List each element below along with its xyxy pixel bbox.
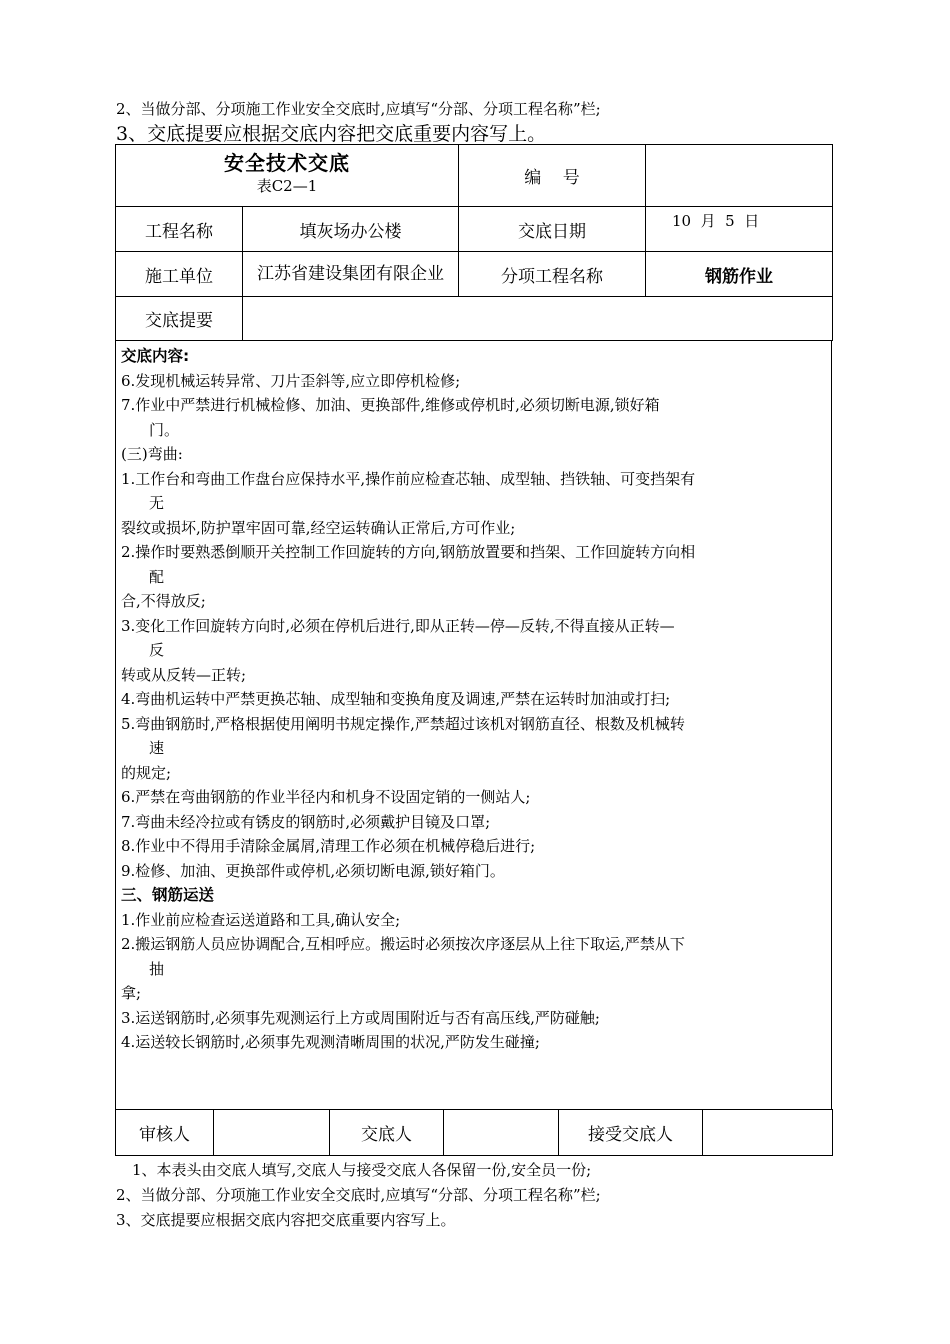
content-line: 拿;	[121, 984, 142, 1002]
project-name-value[interactable]: 填灰场办公楼	[243, 207, 459, 252]
discloser-label: 交底人	[330, 1110, 444, 1156]
content-line: 的规定;	[121, 763, 172, 782]
content-line: 4.弯曲机运转中严禁更换芯轴、成型轴和变换角度及调速,严禁在运转时加油或打扫;	[121, 690, 671, 708]
content-line: 1.工作台和弯曲工作盘台应保持水平,操作前应检查芯轴、成型轴、挡铁轴、可变挡架有	[121, 469, 696, 488]
form-number: 表C2—1	[256, 176, 318, 195]
content-line: 速	[149, 739, 165, 757]
content-line: 6.发现机械运转异常、刀片歪斜等,应立即停机检修;	[121, 371, 461, 390]
project-name-label: 工程名称	[116, 207, 243, 252]
content-line: 5.弯曲钢筋时,严格根据使用阐明书规定操作,严禁超过该机对钢筋直径、根数及机械转	[121, 714, 685, 733]
bottom-note-1: 1、本表头由交底人填写,交底人与接受交底人各保留一份,安全员一份;	[132, 1161, 592, 1179]
section-heading: 三、钢筋运送	[121, 886, 215, 904]
content-line: 7.作业中严禁进行机械检修、加油、更换部件,维修或停机时,必须切断电源,锁好箱	[121, 396, 660, 414]
unit-value[interactable]	[243, 252, 459, 297]
content-line: (三)弯曲:	[121, 445, 183, 463]
top-note-2: 2、当做分部、分项施工作业安全交底时,应填写“分部、分项工程名称”栏;	[116, 100, 601, 118]
date-label: 交底日期	[459, 207, 646, 252]
content-line: 6.严禁在弯曲钢筋的作业半径内和机身不设固定销的一侧站人;	[121, 788, 531, 806]
content-line: 无	[149, 494, 165, 512]
unit-label: 施工单位	[116, 252, 243, 297]
content-heading: 交底内容:	[121, 347, 190, 365]
bottom-note-2: 2、当做分部、分项施工作业安全交底时,应填写“分部、分项工程名称”栏;	[116, 1186, 601, 1204]
content-line: 7.弯曲未经冷拉或有锈皮的钢筋时,必须戴护目镜及口罩;	[121, 812, 491, 831]
content-line: 门。	[149, 420, 180, 439]
receiver-value[interactable]	[703, 1110, 833, 1156]
disclosure-content	[121, 344, 825, 1055]
unit-value-text: 江苏省建设集团有限企业	[257, 264, 444, 284]
content-line: 裂纹或损坏,防护罩牢固可靠,经空运转确认正常后,方可作业;	[121, 518, 516, 537]
form-title: 安全技术交底	[224, 150, 350, 175]
reviewer-label: 审核人	[116, 1110, 214, 1156]
date-value[interactable]: 10 月 5 日	[646, 207, 833, 252]
number-value[interactable]	[646, 145, 833, 207]
content-line: 配	[149, 567, 165, 586]
receiver-label: 接受交底人	[559, 1110, 703, 1156]
number-label: 编 号	[459, 145, 646, 207]
summary-label: 交底提要	[116, 297, 243, 341]
subproject-label: 分项工程名称	[459, 252, 646, 297]
bottom-note-3: 3、交底提要应根据交底内容把交底重要内容写上。	[116, 1211, 456, 1229]
content-line: 合,不得放反;	[121, 592, 206, 610]
discloser-value[interactable]	[444, 1110, 559, 1156]
content-line: 4.运送较长钢筋时,必须事先观测清晰周围的状况,严防发生碰撞;	[121, 1033, 540, 1051]
summary-value[interactable]	[243, 297, 833, 341]
content-line: 1.作业前应检查运送道路和工具,确认安全;	[121, 910, 401, 929]
content-line: 3.变化工作回旋转方向时,必须在停机后进行,即从正转—停—反转,不得直接从正转—	[121, 616, 675, 635]
top-note-3: 3、交底提要应根据交底内容把交底重要内容写上。	[116, 123, 547, 145]
content-line: 8.作业中不得用手清除金属屑,清理工作必须在机械停稳后进行;	[121, 837, 536, 855]
signature-table	[115, 1109, 833, 1156]
content-line: 2.搬运钢筋人员应协调配合,互相呼应。搬运时必须按次序逐层从上往下取运,严禁从下	[121, 935, 685, 953]
content-line: 9.检修、加油、更换部件或停机,必须切断电源,锁好箱门。	[121, 861, 505, 880]
subproject-value[interactable]: 钢筋作业	[646, 252, 833, 297]
reviewer-value[interactable]	[214, 1110, 330, 1156]
content-line: 转或从反转—正转;	[121, 665, 247, 684]
content-line: 2.操作时要熟悉倒顺开关控制工作回旋转的方向,钢筋放置要和挡架、工作回旋转方向相	[121, 543, 696, 561]
content-line: 3.运送钢筋时,必须事先观测运行上方或周围附近与否有高压线,严防碰触;	[121, 1008, 600, 1027]
header-table	[115, 144, 833, 341]
content-line: 抽	[149, 959, 165, 978]
title-cell	[116, 145, 459, 207]
content-line: 反	[149, 641, 165, 659]
